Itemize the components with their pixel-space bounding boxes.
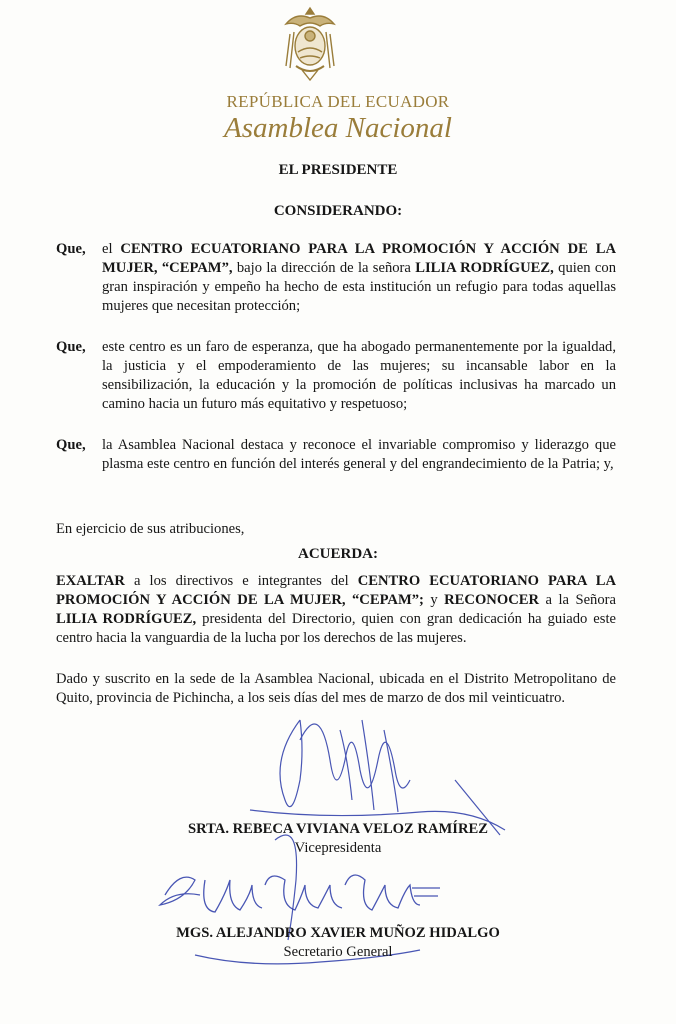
signatory-1-role: Vicepresidenta <box>294 840 382 856</box>
considerando-heading: CONSIDERANDO: <box>273 203 403 219</box>
considerando-2: Que, este centro es un faro de esperanza, que ha abogado permanentemente por la igualdad, la justicia y el empoderamiento de las mujeres; su incansable labor en la sensibilización, la educación y la promoción de políticas inclusivas ha marcado un camino hacia un futuro más equitativo y respetuoso; <box>56 339 616 412</box>
considerando-1: Que, el CENTRO ECUATORIANO PARA LA PROMOCIÓN Y ACCIÓN DE LA MUJER, “CEPAM”, bajo la dirección de la señora LILIA RODRÍGUEZ, quien con gran inspiración y empeño ha hecho de esta institución un refugio para todas aquellas mujeres que necesitan protección; <box>56 241 616 314</box>
coat-of-arms-icon <box>276 4 344 84</box>
exercise-line: En ejercicio de sus atribuciones, <box>56 521 245 537</box>
dated-paragraph: Dado y suscrito en la sede de la Asamblea Nacional, ubicada en el Distrito Metropolitano de Quito, provincia de Pichincha, a los seis días del mes de marzo de dos mil veinticuatro. <box>56 671 616 706</box>
considerando-3: Que, la Asamblea Nacional destaca y reconoce el invariable compromiso y liderazgo que plasma este centro en función del interés general y del engrandecimiento de la Patria; y, <box>56 437 616 472</box>
signatory-2-role: Secretario General <box>283 944 393 960</box>
que-label: Que, <box>56 437 86 453</box>
resolution-paragraph: EXALTAR a los directivos e integrantes del CENTRO ECUATORIANO PARA LA PROMOCIÓN Y ACCIÓN DE LA MUJER, “CEPAM”; y RECONOCER a la Señora LILIA RODRÍGUEZ, presidenta del Directorio, quien con gran dedicación ha guiado este centro hacia la vanguardia de la lucha por los derechos de las mujeres. <box>56 573 616 646</box>
cepam-name: CENTRO ECUATORIANO PARA LA PROMOCIÓN Y ACCIÓN DE LA MUJER, “CEPAM”, <box>102 241 616 276</box>
que-label: Que, <box>56 241 86 257</box>
director-name: LILIA RODRÍGUEZ, <box>415 260 554 276</box>
signatory-1-name: SRTA. REBECA VIVIANA VELOZ RAMÍREZ <box>188 821 488 837</box>
republic-title: REPÚBLICA DEL ECUADOR <box>226 92 450 111</box>
acuerda-heading: ACUERDA: <box>298 546 378 562</box>
que-label: Que, <box>56 339 86 355</box>
assembly-title: Asamblea Nacional <box>224 112 452 144</box>
signatory-2-name: MGS. ALEJANDRO XAVIER MUÑOZ HIDALGO <box>176 925 500 941</box>
office-title: EL PRESIDENTE <box>278 162 398 178</box>
